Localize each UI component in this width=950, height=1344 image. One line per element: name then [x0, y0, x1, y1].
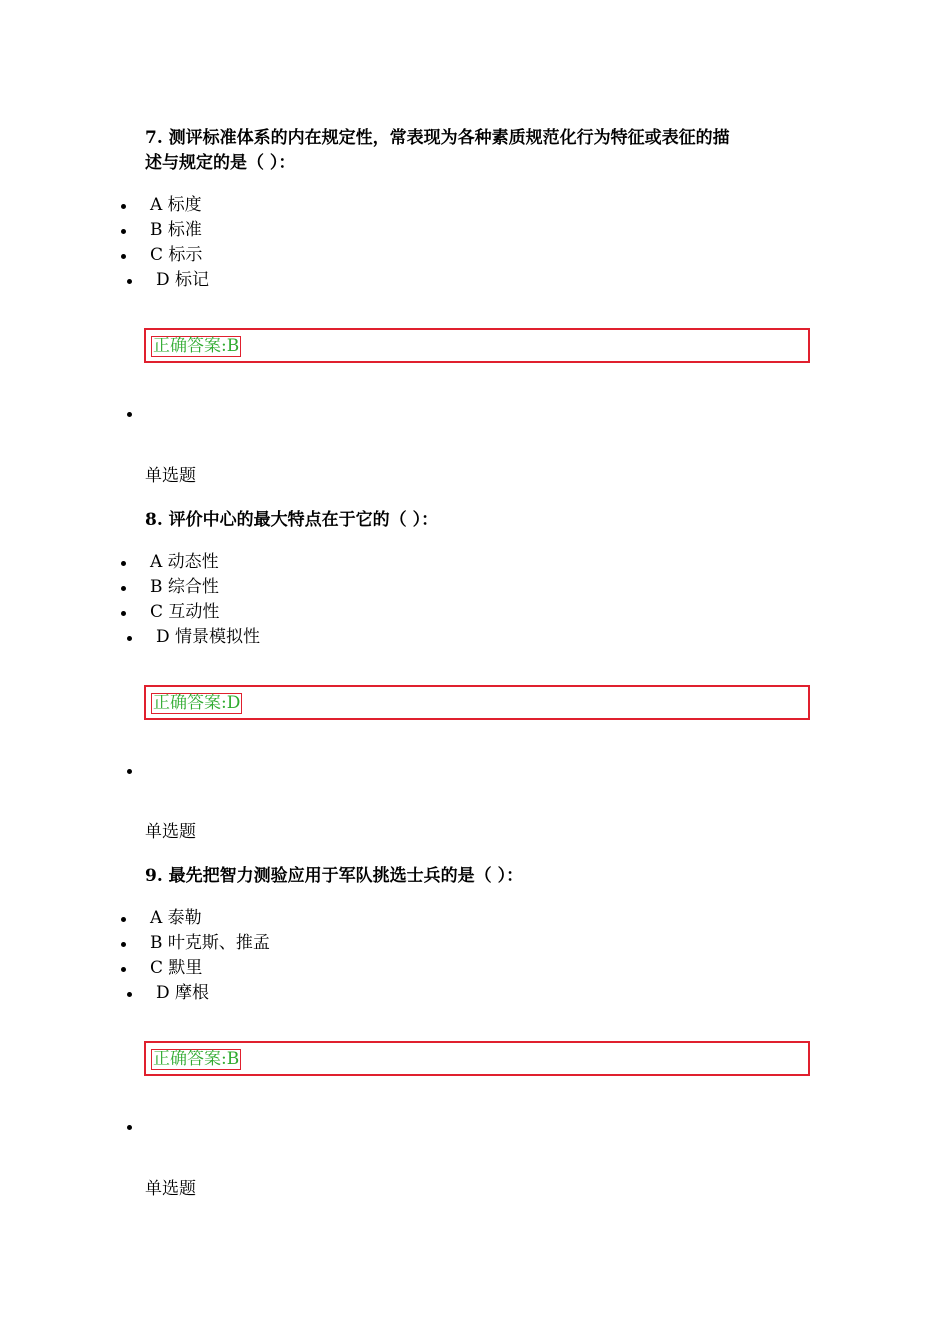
option-c[interactable]: C 默里: [150, 958, 203, 978]
correct-answer: 正确答案:D: [153, 693, 241, 713]
list-bullet: [121, 611, 126, 616]
option-d[interactable]: D 标记: [156, 270, 210, 290]
answer-box: [144, 328, 810, 363]
option-d[interactable]: D 摩根: [156, 983, 210, 1003]
question-title-line: 7. 测评标准体系的内在规定性，常表现为各种素质规范化行为特征或表征的描: [145, 128, 730, 148]
list-bullet: [121, 561, 126, 566]
list-bullet: [121, 942, 126, 947]
list-bullet: [127, 992, 132, 997]
correct-answer: 正确答案:B: [153, 1049, 240, 1069]
option-c[interactable]: C 标示: [150, 245, 203, 265]
list-bullet: [127, 412, 132, 417]
answer-box: [144, 685, 810, 720]
option-a[interactable]: A 泰勒: [150, 908, 202, 928]
list-bullet: [121, 204, 126, 209]
list-bullet: [127, 279, 132, 284]
option-a[interactable]: A 标度: [150, 195, 202, 215]
list-bullet: [127, 636, 132, 641]
question-type-label: 单选题: [145, 1179, 196, 1199]
question-title-line: 9. 最先把智力测验应用于军队挑选士兵的是（ ）：: [145, 866, 524, 886]
question-title: [145, 126, 810, 176]
question-title: [145, 508, 810, 533]
list-bullet: [127, 769, 132, 774]
option-d[interactable]: D 情景模拟性: [156, 627, 261, 647]
list-bullet: [121, 229, 126, 234]
option-a[interactable]: A 动态性: [150, 552, 219, 572]
option-b[interactable]: B 标准: [150, 220, 202, 240]
option-b[interactable]: B 叶克斯、推孟: [150, 933, 270, 953]
answer-box: [144, 1041, 810, 1076]
option-b[interactable]: B 综合性: [150, 577, 219, 597]
list-bullet: [121, 586, 126, 591]
question-type-label: 单选题: [145, 466, 196, 486]
correct-answer: 正确答案:B: [153, 336, 240, 356]
question-title-line: 8. 评价中心的最大特点在于它的（ ）：: [145, 510, 439, 530]
question-title: [145, 864, 810, 889]
list-bullet: [121, 917, 126, 922]
list-bullet: [127, 1125, 132, 1130]
list-bullet: [121, 254, 126, 259]
list-bullet: [121, 967, 126, 972]
question-type-label: 单选题: [145, 822, 196, 842]
question-title-line: 述与规定的是（ ）：: [145, 153, 296, 173]
option-c[interactable]: C 互动性: [150, 602, 220, 622]
